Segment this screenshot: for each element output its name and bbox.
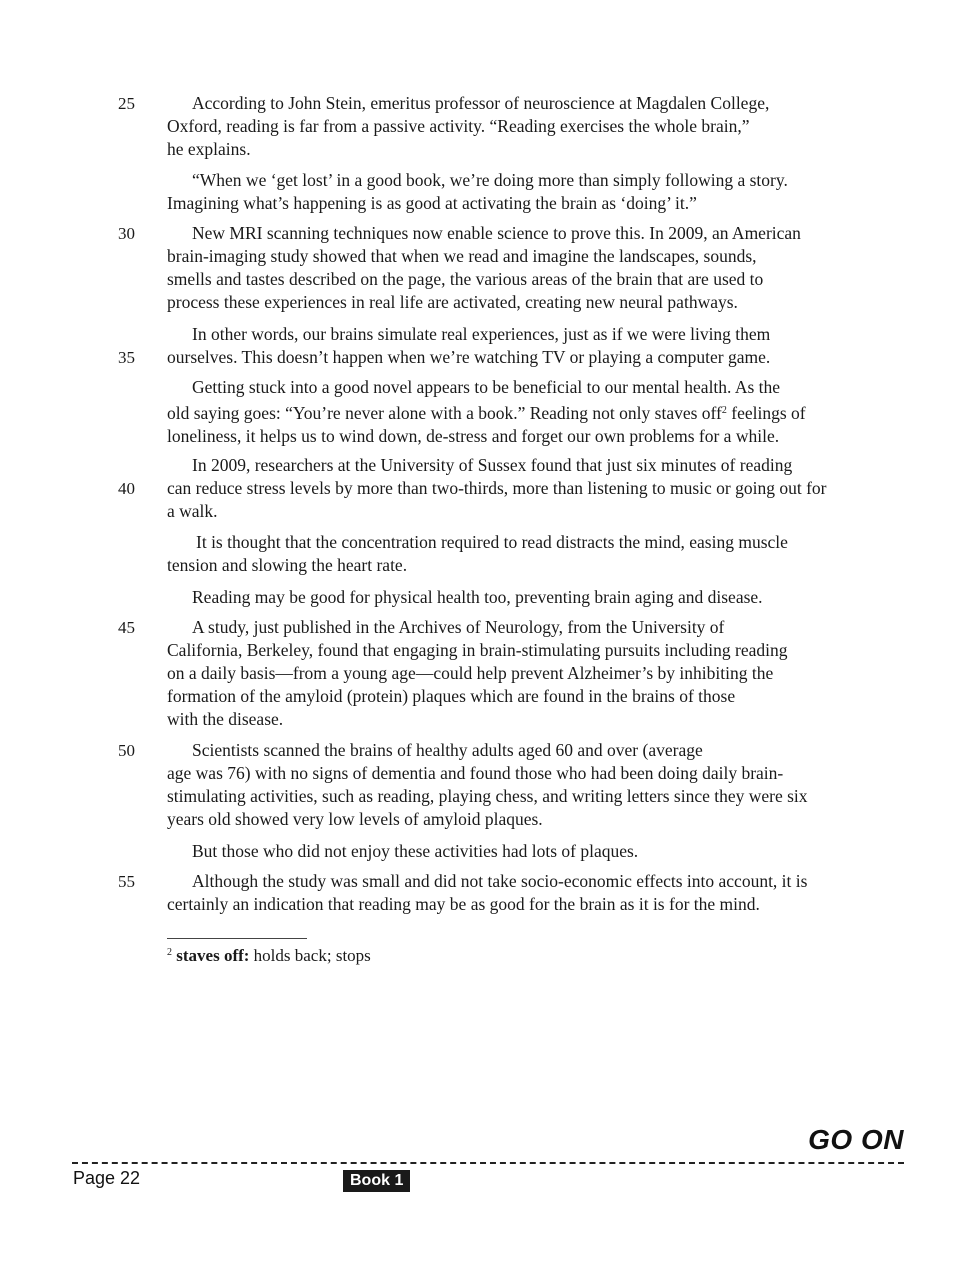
footnote-term: staves off: bbox=[176, 946, 250, 965]
footnote bbox=[167, 942, 371, 967]
paragraph-5 bbox=[167, 376, 892, 448]
text-line: New MRI scanning techniques now enable science to prove this. In 2009, an American bbox=[192, 223, 801, 243]
text-line: loneliness, it helps us to wind down, de-stress and forget our own problems for a while. bbox=[167, 426, 780, 446]
line-number-50: 50 bbox=[118, 741, 135, 760]
text-line: smells and tastes described on the page, the various areas of the brain that are used to bbox=[167, 269, 764, 289]
text-line: on a daily basis—from a young age—could help prevent Alzheimer’s by inhibiting the bbox=[167, 663, 774, 683]
go-on-label: GO ON bbox=[808, 1124, 904, 1155]
text-line: Imagining what’s happening is as good at activating the brain as ‘doing’ it.” bbox=[167, 193, 697, 213]
book-badge: Book 1 bbox=[343, 1170, 410, 1192]
text-line: In other words, our brains simulate real experiences, just as if we were living them bbox=[192, 324, 771, 344]
paragraph-12 bbox=[167, 870, 892, 916]
text-line: California, Berkeley, found that engaging in brain-stimulating pursuits including reading bbox=[167, 640, 788, 660]
line-number-30: 30 bbox=[118, 224, 135, 243]
text-line: In 2009, researchers at the University of Sussex found that just six minutes of reading bbox=[192, 455, 793, 475]
text-line: with the disease. bbox=[167, 709, 284, 729]
text-line: A study, just published in the Archives of Neurology, from the University of bbox=[192, 617, 725, 637]
text-line: a walk. bbox=[167, 501, 218, 521]
line-number-40: 40 bbox=[118, 479, 135, 498]
text-segment: feelings of bbox=[726, 403, 806, 423]
text-line: Although the study was small and did not take socio-economic effects into account, it is bbox=[192, 871, 808, 891]
text-line: brain-imaging study showed that when we read and imagine the landscapes, sounds, bbox=[167, 246, 757, 266]
text-line: years old showed very low levels of amyloid plaques. bbox=[167, 809, 543, 829]
text-line: ourselves. This doesn’t happen when we’re watching TV or playing a computer game. bbox=[167, 347, 771, 367]
paragraph-10 bbox=[167, 739, 892, 831]
paragraph-11 bbox=[167, 840, 892, 863]
text-line: formation of the amyloid (protein) plaques which are found in the brains of those bbox=[167, 686, 736, 706]
text-line: But those who did not enjoy these activities had lots of plaques. bbox=[192, 841, 639, 861]
text-line: Scientists scanned the brains of healthy adults aged 60 and over (average bbox=[192, 740, 703, 760]
text-line: process these experiences in real life are activated, creating new neural pathways. bbox=[167, 292, 738, 312]
paragraph-9 bbox=[167, 616, 892, 731]
line-number-25: 25 bbox=[118, 94, 135, 113]
text-line: certainly an indication that reading may be as good for the brain as it is for the mind. bbox=[167, 894, 760, 914]
text-line: “When we ‘get lost’ in a good book, we’re doing more than simply following a story. bbox=[192, 170, 788, 190]
text-line: he explains. bbox=[167, 139, 251, 159]
text-line: Oxford, reading is far from a passive activity. “Reading exercises the whole brain,” bbox=[167, 116, 750, 136]
paragraph-2 bbox=[167, 169, 892, 215]
text-line: According to John Stein, emeritus professor of neuroscience at Magdalen College, bbox=[192, 93, 770, 113]
text-line: tension and slowing the heart rate. bbox=[167, 555, 408, 575]
text-line: It is thought that the concentration required to read distracts the mind, easing muscle bbox=[196, 532, 788, 552]
text-line: age was 76) with no signs of dementia and found those who had been doing daily brain- bbox=[167, 763, 784, 783]
text-line: stimulating activities, such as reading, playing chess, and writing letters since they were six bbox=[167, 786, 808, 806]
paragraph-4 bbox=[167, 323, 892, 369]
footnote-reference: 2 bbox=[721, 405, 727, 416]
paragraph-7 bbox=[167, 531, 892, 577]
footnote-definition: holds back; stops bbox=[249, 946, 371, 965]
paragraph-8 bbox=[167, 586, 892, 609]
line-number-35: 35 bbox=[118, 348, 135, 367]
footer-divider bbox=[72, 1162, 904, 1164]
footnote-mark: 2 bbox=[167, 947, 172, 958]
line-number-45: 45 bbox=[118, 618, 135, 637]
text-line: Getting stuck into a good novel appears to be beneficial to our mental health. As the bbox=[192, 377, 781, 397]
footnote-divider bbox=[167, 938, 307, 939]
text-segment: old saying goes: “You’re never alone with a book.” Reading not only staves off bbox=[167, 403, 722, 423]
text-line: can reduce stress levels by more than two-thirds, more than listening to music or going out for bbox=[167, 478, 827, 498]
line-number-55: 55 bbox=[118, 872, 135, 891]
paragraph-6 bbox=[167, 454, 892, 523]
page-number: Page 22 bbox=[73, 1168, 141, 1188]
paragraph-1 bbox=[167, 92, 892, 161]
paragraph-3 bbox=[167, 222, 892, 314]
text-line: Reading may be good for physical health too, preventing brain aging and disease. bbox=[192, 587, 763, 607]
text-line bbox=[167, 399, 892, 425]
